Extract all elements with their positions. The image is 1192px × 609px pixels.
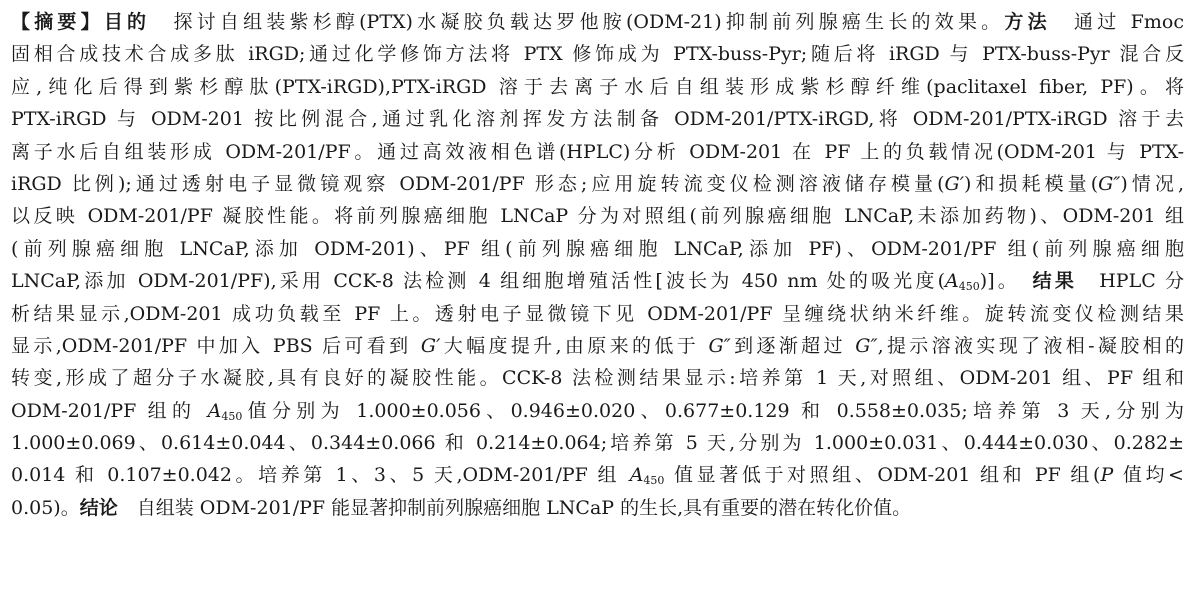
text-line	[11, 38, 1184, 70]
results-text: 到逐渐超过	[730, 334, 856, 357]
text-line	[11, 6, 1184, 38]
results-text: 值显著低于对照组、ODM-201 组和 PF 组(	[664, 464, 1101, 487]
methods-text: LNCaP,添加 ODM-201/PF),采用 CCK-8 法检测 4 组细胞增殖活性[波长为 450 nm 处的吸光度(	[11, 270, 946, 293]
results-text: ,提示溶液实现了液相-凝胶相的	[877, 334, 1184, 357]
results-text: 1.000±0.069、0.614±0.044、0.344±0.066 和 0.214±0.064;培养第 5 天,分别为 1.000±0.031、0.444±0.030、0.282±	[11, 432, 1184, 455]
absorbance-symbol: A	[945, 270, 959, 293]
results-text: 值均<	[1113, 464, 1184, 487]
storage-modulus-symbol: G′	[420, 334, 441, 357]
text-line	[11, 459, 1184, 491]
text-line	[11, 362, 1184, 394]
methods-text: 离子水后自组装形成 ODM-201/PF。通过高效液相色谱(HPLC)分析 ODM-201 在 PF 上的负载情况(ODM-201 与 PTX-	[11, 140, 1184, 163]
text-line	[11, 427, 1184, 459]
methods-text: 通过 Fmoc	[1074, 11, 1184, 33]
methods-text: 以反映 ODM-201/PF 凝胶性能。将前列腺癌细胞 LNCaP 分为对照组(前列腺癌细胞 LNCaP,未添加药物)、ODM-201 组	[11, 205, 1184, 228]
results-text: 析结果显示,ODM-201 成功负载至 PF 上。透射电子显微镜下见 ODM-201/PF 呈缠绕状纳米纤维。旋转流变仪检测结果	[11, 302, 1184, 325]
results-text: 值分别为 1.000±0.056、0.946±0.020、0.677±0.129 和 0.558±0.035;培养第 3 天,分别为	[242, 399, 1184, 422]
text-line	[11, 395, 1184, 427]
results-text: 显示,ODM-201/PF 中加入 PBS 后可看到	[11, 334, 421, 357]
text-line	[11, 71, 1184, 103]
text-line	[11, 136, 1184, 168]
objective-text: 探讨自组装紫杉醇(PTX)水凝胶负载达罗他胺(ODM-21)抑制前列腺癌生长的效果。	[173, 11, 1005, 33]
results-text: HPLC 分	[1099, 270, 1184, 293]
methods-text: )和损耗模量(	[964, 172, 1099, 195]
text-line	[11, 103, 1184, 135]
loss-modulus-symbol: G″	[855, 334, 878, 357]
methods-text: (前列腺癌细胞 LNCaP,添加 ODM-201)、PF 组(前列腺癌细胞 LNCaP,添加 PF)、ODM-201/PF 组(前列腺癌细胞	[11, 237, 1184, 260]
text-line	[11, 492, 1184, 524]
text-line	[11, 200, 1184, 232]
text-line	[11, 330, 1184, 362]
methods-text: PTX-iRGD 与 ODM-201 按比例混合,通过乳化溶剂挥发方法制备 ODM-201/PTX-iRGD,将 ODM-201/PTX-iRGD 溶于去	[11, 108, 1184, 131]
text-line	[11, 233, 1184, 265]
absorbance-subscript: 450	[221, 409, 243, 423]
results-heading: 结果	[1032, 270, 1078, 293]
absorbance-symbol: A	[629, 464, 644, 487]
absorbance-subscript: 450	[643, 474, 665, 488]
conclusion-heading: 结论	[79, 496, 118, 519]
text-line	[11, 298, 1184, 330]
methods-text: )]。	[979, 270, 1011, 293]
methods-heading: 方法	[1004, 11, 1051, 33]
p-value-symbol: P	[1100, 464, 1114, 487]
objective-heading: 目的	[103, 11, 151, 33]
methods-text: 应,纯化后得到紫杉醇肽(PTX-iRGD),PTX-iRGD 溶于去离子水后自组装形成紫杉醇纤维(paclitaxel fiber, PF)。将	[11, 75, 1184, 98]
loss-modulus-symbol: G″	[708, 334, 731, 357]
methods-text: iRGD 比例);通过透射电子显微镜观察 ODM-201/PF 形态;应用旋转流变仪检测溶液储存模量(	[11, 172, 945, 195]
results-text: 大幅度提升,由原来的低于	[440, 334, 709, 357]
results-text: 转变,形成了超分子水凝胶,具有良好的凝胶性能。CCK-8 法检测结果显示:培养第 1 天,对照组、ODM-201 组、PF 组和	[11, 367, 1184, 390]
text-line	[11, 168, 1184, 200]
results-text: 0.014 和 0.107±0.042。培养第 1、3、5 天,ODM-201/PF 组	[11, 464, 630, 487]
abstract-label: 【摘要】	[11, 11, 104, 33]
results-text: ODM-201/PF 组的	[11, 399, 208, 422]
absorbance-symbol: A	[207, 399, 222, 422]
absorbance-subscript: 450	[958, 280, 980, 294]
loss-modulus-symbol: G″	[1098, 172, 1121, 195]
storage-modulus-symbol: G′	[944, 172, 965, 195]
results-text: 0.05)。	[11, 496, 80, 519]
methods-text: )情况,	[1120, 172, 1184, 195]
conclusion-text: 自组装 ODM-201/PF 能显著抑制前列腺癌细胞 LNCaP 的生长,具有重要的潜在转化价值。	[136, 496, 912, 519]
methods-text: 固相合成技术合成多肽 iRGD;通过化学修饰方法将 PTX 修饰成为 PTX-buss-Pyr;随后将 iRGD 与 PTX-buss-Pyr 混合反	[11, 43, 1184, 66]
text-line	[11, 265, 1184, 297]
